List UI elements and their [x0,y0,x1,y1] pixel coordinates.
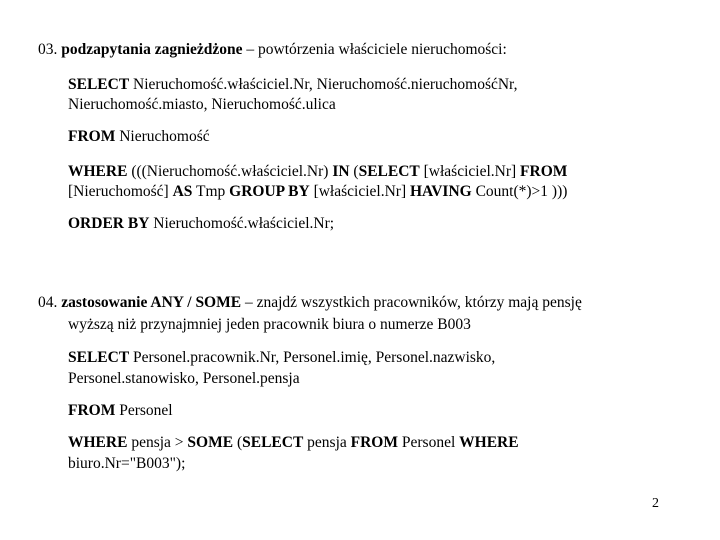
sql-keyword: GROUP BY [229,183,310,200]
sql-text: Nieruchomość.właściciel.Nr; [149,215,335,232]
sql-keyword: WHERE [68,434,128,451]
sql-text: [właściciel.Nr] [309,183,410,200]
sql-keyword: SELECT [68,76,130,93]
sql-where-continuation: biuro.Nr="B003"); [68,455,186,472]
sql-keyword: WHERE [68,163,128,180]
sql-select-line [68,75,517,95]
sql-keyword: FROM [350,434,398,451]
sql-keyword: AS [172,183,193,200]
sql-keyword: SELECT [242,434,304,451]
sql-text: Personel [115,402,173,419]
sql-from-line [68,401,173,421]
sql-keyword: FROM [68,128,116,145]
sql-text: Personel [398,434,460,451]
section-04-heading-continuation: wyższą niż przynajmniej jeden pracownik biura o numerze B003 [68,316,471,333]
sql-keyword: FROM [68,402,116,419]
sql-where-continuation [68,182,567,202]
sql-text: Nieruchomość.właściciel.Nr, Nieruchomość.nieruchomośćNr, [129,76,518,93]
sql-keyword: HAVING [409,183,472,200]
sql-text: Count(*)>1 ))) [471,183,568,200]
sql-text: Tmp [192,183,230,200]
sql-text: pensja [303,434,351,451]
sql-text: [Nieruchomość] [68,183,173,200]
sql-orderby-line [68,214,334,234]
sql-keyword: FROM [520,163,568,180]
sql-keyword: SELECT [68,349,130,366]
sql-where-line [68,433,519,453]
sql-from-line [68,127,210,147]
section-04-heading [38,293,582,313]
sql-where-line [68,162,567,182]
section-title-rest: – powtórzenia właściciele nieruchomości: [242,41,507,58]
sql-keyword: ORDER BY [68,215,150,232]
sql-text: ( [349,163,359,180]
sql-text: Personel.pracownik.Nr, Personel.imię, Personel.nazwisko, [129,349,496,366]
section-title: zastosowanie [61,294,148,311]
section-number: 03. [38,41,58,58]
section-title-rest: – znajdź wszystkich pracowników, którzy mają pensję [241,294,582,311]
section-title: podzapytania zagnieżdżone [61,41,243,58]
section-number: 04. [38,294,58,311]
sql-text: pensja > [127,434,188,451]
sql-text: (((Nieruchomość.właściciel.Nr) [127,163,333,180]
sql-text: [właściciel.Nr] [419,163,521,180]
sql-keyword: SOME [187,434,234,451]
sql-select-line [68,348,495,368]
sql-text: Nieruchomość [115,128,210,145]
sql-select-continuation: Nieruchomość.miasto, Nieruchomość.ulica [68,96,336,113]
sql-select-continuation: Personel.stanowisko, Personel.pensja [68,370,300,387]
sql-text: ( [233,434,243,451]
sql-keyword: SELECT [358,163,420,180]
section-03-heading [38,40,507,60]
sql-keyword: WHERE [459,434,519,451]
page-number: 2 [652,496,659,511]
sql-keyword: IN [332,163,350,180]
section-title-keywords: ANY / SOME [147,294,242,311]
